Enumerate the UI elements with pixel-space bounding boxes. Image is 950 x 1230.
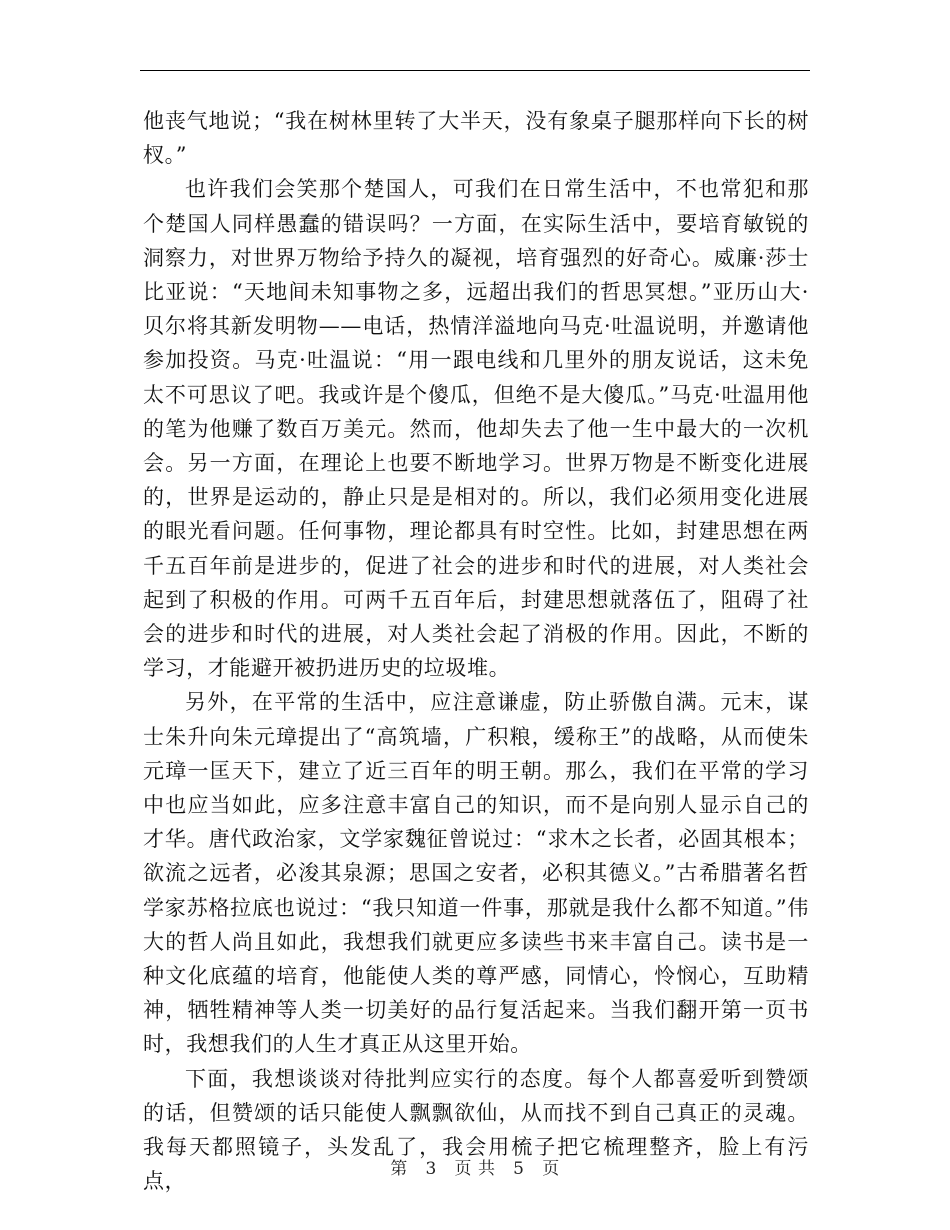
current-page-number: 3 [425, 1159, 437, 1179]
document-body [143, 104, 809, 1199]
page-footer [0, 1154, 950, 1179]
total-pages-number: 5 [513, 1159, 525, 1179]
header-divider [140, 70, 810, 71]
paragraph-1: 他丧气地说；“我在树林里转了大半天，没有象桌子腿那样向下长的树杈。” [143, 109, 809, 168]
page-label-prefix: 第 [390, 1159, 408, 1179]
paragraph-2: 也许我们会笑那个楚国人，可我们在日常生活中，不也常犯和那个楚国人同样愚蠢的错误吗？一方面，在实际生活中，要培育敏锐的洞察力，对世界万物给予持久的凝视，培育强烈的好奇心。威廉·莎士比亚说：“天地间未知事物之多，远超出我们的哲思冥想。”亚历山大·贝尔将其新发明物——电话，热情洋溢地向马克·吐温说明，并邀请他参加投资。马克·吐温说：“用一跟电线和几里外的朋友说话，这未免太不可思议了吧。我或许是个傻瓜，但绝不是大傻瓜。”马克·吐温用他的笔为他赚了数百万美元。然而，他却失去了他一生中最大的一次机会。另一方面，在理论上也要不断地学习。世界万物是不断变化进展的，世界是运动的，静止只是是相对的。所以，我们必须用变化进展的眼光看问题。任何事物，理论都具有时空性。比如，封建思想在两千五百年前是进步的，促进了社会的进步和时代的进展，对人类社会起到了积极的作用。可两千五百年后，封建思想就落伍了，阻碍了社会的进步和时代的进展，对人类社会起了消极的作用。因此，不断的学习，才能避开被扔进历史的垃圾堆。 [143, 177, 809, 681]
page-label-suffix: 页 [542, 1159, 560, 1179]
paragraph-4: 下面，我想谈谈对待批判应实行的态度。每个人都喜爱听到赞颂的话，但赞颂的话只能使人飘飘欲仙，从而找不到自己真正的灵魂。我每天都照镜子，头发乱了，我会用梳子把它梳理整齐，脸上有污点， [143, 1066, 809, 1194]
paragraph-3: 另外，在平常的生活中，应注意谦虚，防止骄傲自满。元末，谋士朱升向朱元璋提出了“高筑墙，广积粮，缓称王”的战略，从而使朱元璋一匡天下，建立了近三百年的明王朝。那么，我们在平常的学习中也应当如此，应多注意丰富自己的知识，而不是向别人显示自己的才华。唐代政治家，文学家魏征曾说过：“求木之长者，必固其根本；欲流之远者，必浚其泉源；思国之安者，必积其德义。”古希腊著名哲学家苏格拉底也说过：“我只知道一件事，那就是我什么都不知道。”伟大的哲人尚且如此，我想我们就更应多读些书来丰富自己。读书是一种文化底蕴的培育，他能使人类的尊严感，同情心，怜悯心，互助精神，牺牲精神等人类一切美好的品行复活起来。当我们翻开第一页书时，我想我们的人生才真正从这里开始。 [143, 690, 809, 1057]
page-label-middle: 页 共 [454, 1159, 496, 1179]
